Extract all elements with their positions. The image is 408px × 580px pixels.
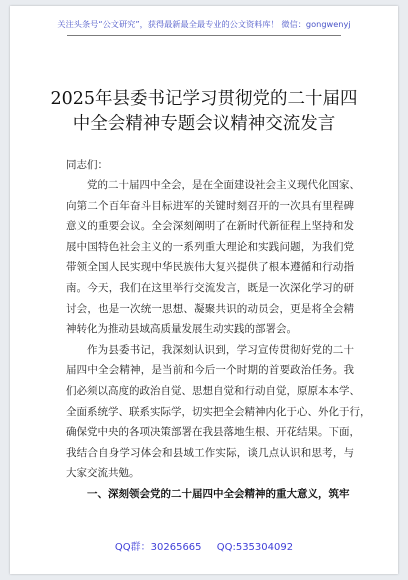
body-line: 我结合自身学习体会和县域工作实际，谈几点认识和思考，与 — [66, 446, 354, 459]
body-line: 确保党中央的各项决策部署在我县落地生根、开花结果。下面， — [66, 426, 360, 439]
body-line: 南。今天，我们在这里举行交流发言，既是一次深化学习的研 — [66, 281, 354, 294]
body-line: 届四中全会精神，是当前和今后一个时期的首要政治任务。我 — [66, 364, 354, 377]
footer-contacts — [10, 538, 398, 553]
body-line: 大家交流共勉。 — [66, 467, 140, 480]
header-divider — [67, 35, 341, 36]
body-line: 作为县委书记，我深刻认识到，学习宣传贯彻好党的二十 — [87, 343, 354, 356]
document-body — [66, 175, 371, 505]
promo-banner: 关注头条号“公文研究”，获得最新最全最专业的公文资料库！ 微信：gongwenyj — [57, 19, 351, 29]
footer-qq-number: QQ:535304092 — [216, 542, 294, 553]
body-line: 向第二个百年奋斗目标进军的关键时刻召开的一次具有里程碑 — [66, 199, 354, 212]
document-title-line-1: 2025年县委书记学习贯彻党的二十届四 — [50, 89, 358, 109]
body-line: 讨会，也是一次统一思想、凝聚共识的动员会，更是将全会精 — [66, 302, 354, 315]
body-line: 展中国特色社会主义的一系列重大理论和实践问题，为我们党 — [66, 240, 354, 253]
document-page — [10, 6, 398, 574]
body-line: 党的二十届四中全会，是在全面建设社会主义现代化国家、 — [87, 179, 360, 191]
salutation: 同志们： — [66, 159, 108, 171]
document-title-line-2: 中全会精神专题会议精神交流发言 — [72, 114, 336, 134]
section-heading: 一、深刻领会党的二十届四中全会精神的重大意义，筑牢 — [87, 487, 350, 500]
footer-qq-group: QQ群：30265665 — [114, 542, 202, 553]
body-line: 神转化为推动县域高质量发展生动实践的部署会。 — [66, 323, 297, 336]
body-line: 全面系统学、联系实际学，切实把全会精神内化于心、外化于行， — [66, 405, 371, 418]
body-line: 意义的重要会议。全会深刻阐明了在新时代新征程上坚持和发 — [66, 220, 354, 233]
body-line: 们必须以高度的政治自觉、思想自觉和行动自觉，原原本本学、 — [66, 384, 360, 397]
body-line: 带领全国人民实现中华民族伟大复兴提供了根本遵循和行动指 — [66, 261, 354, 274]
